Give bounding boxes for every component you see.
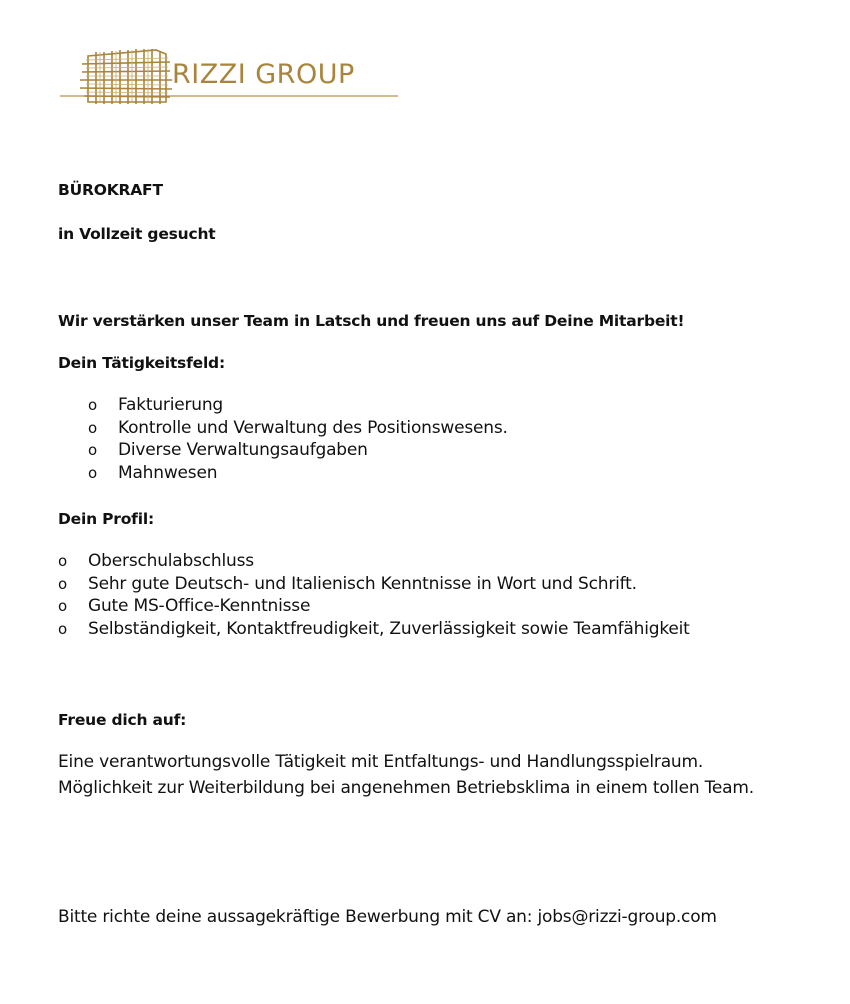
company-logo (58, 44, 403, 110)
profile-heading: Dein Profil: (58, 510, 154, 528)
bullet-icon: o (58, 574, 67, 593)
brand-name: RIZZI GROUP (172, 59, 355, 90)
contact-text: Bitte richte deine aussagekräftige Bewerbung mit CV an: jobs@rizzi-group.com (58, 907, 717, 927)
tasks-heading: Dein Tätigkeitsfeld: (58, 354, 225, 372)
list-item-text: Sehr gute Deutsch- und Italienisch Kenntnisse in Wort und Schrift. (88, 573, 637, 594)
bullet-icon: o (88, 463, 97, 482)
bullet-icon: o (88, 441, 97, 460)
list-item-text: Selbständigkeit, Kontaktfreudigkeit, Zuverlässigkeit sowie Teamfähigkeit (88, 618, 690, 639)
job-title: BÜROKRAFT (58, 181, 163, 199)
bullet-icon: o (58, 552, 67, 570)
offer-line: Möglichkeit zur Weiterbildung bei angenehmen Betriebsklima in einem tollen Team. (58, 778, 754, 798)
job-subtitle: in Vollzeit gesucht (58, 225, 216, 243)
list-item-text: Kontrolle und Verwaltung des Positionswesens. (118, 417, 508, 438)
bullet-icon: o (58, 597, 67, 616)
list-item-text: Mahnwesen (118, 462, 218, 483)
offer-heading: Freue dich auf: (58, 711, 187, 729)
list-item-text: Diverse Verwaltungsaufgaben (118, 440, 368, 461)
bullet-icon: o (88, 418, 97, 437)
list-item-text: Gute MS-Office-Kenntnisse (88, 596, 311, 617)
intro-text: Wir verstärken unser Team in Latsch und freuen uns auf Deine Mitarbeit! (58, 312, 685, 330)
bullet-icon: o (88, 396, 97, 414)
bullet-icon: o (58, 619, 67, 638)
offer-line: Eine verantwortungsvolle Tätigkeit mit Entfaltungs- und Handlungsspielraum. (58, 752, 704, 772)
list-item-text: Fakturierung (118, 395, 224, 415)
list-item-text: Oberschulabschluss (88, 551, 254, 571)
